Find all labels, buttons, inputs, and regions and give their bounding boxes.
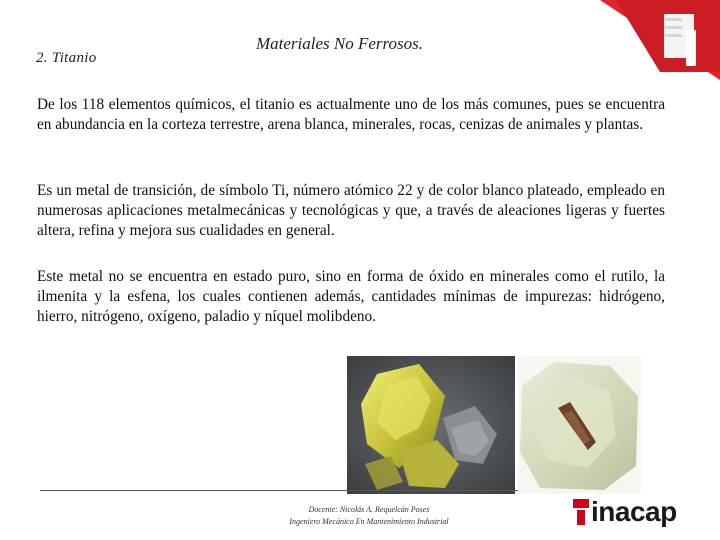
footer-divider (40, 490, 518, 491)
inacap-corner-logo (600, 0, 720, 80)
brand-wordmark: inacap (591, 496, 677, 527)
inacap-logo (573, 497, 677, 527)
paragraph-1: De los 118 elementos químicos, el titanio es actualmente uno de los más comunes, pues se encuentra en abundancia en la corteza terrestre, arena blanca, minerales, rocas, cenizas de animales y plantas. (37, 96, 665, 133)
inacap-brand-mark-icon (573, 497, 589, 525)
mineral-photo-yellow-crystal (347, 356, 515, 494)
slide-title: Materiales No Ferrosos. (256, 34, 424, 53)
paragraph-3: Este metal no se encuentra en estado puro, sino en forma de óxido en minerales como el rutilo, la ilmenita y la esfena, los cuales contienen además, cantidades mínimas de impurezas: hidrógeno, hierro, nitrógeno, oxígeno, paladio y níquel molibdeno. (37, 268, 665, 325)
footer-instructor: Docente: Nicolás A. Requelcán Poses (308, 505, 430, 514)
mineral-photo-pale-rock (518, 356, 641, 494)
footer-instructor-title: Ingeniero Mecánico En Mantenimiento Industrial (289, 517, 449, 526)
paragraph-2: Es un metal de transición, de símbolo Ti, número atómico 22 y de color blanco plateado, empleado en numerosas aplicaciones metalmecánicas y tecnológicas y que, a través de aleaciones ligeras y fuertes altera, refina y mejora sus cualidades en general. (37, 182, 665, 239)
section-label: 2. Titanio (36, 50, 97, 66)
